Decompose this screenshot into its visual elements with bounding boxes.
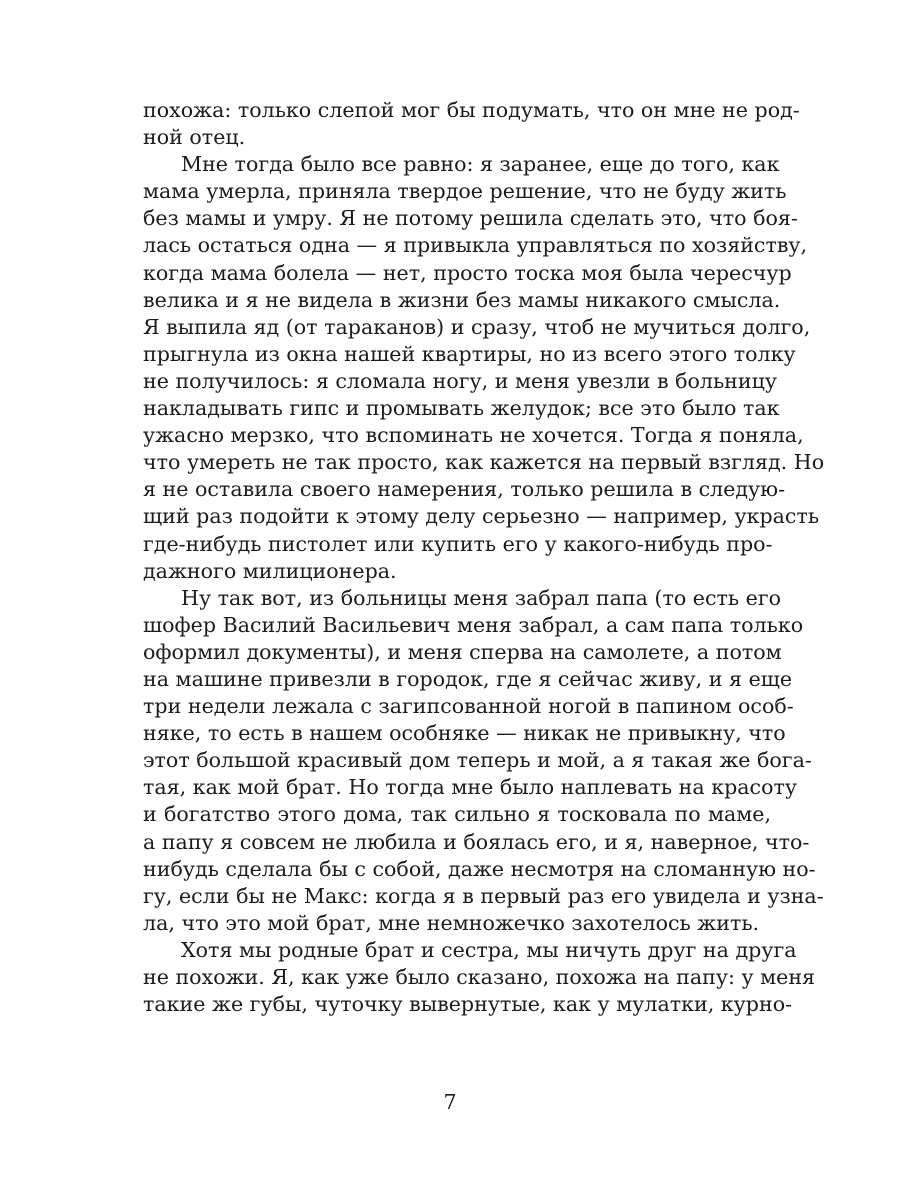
text-line: тая, как мой брат. Но тогда мне было наплевать на красоту bbox=[143, 775, 797, 800]
text-line: прыгнула из окна нашей квартиры, но из всего этого толку bbox=[143, 341, 796, 366]
text-line: где-нибудь пистолет или купить его у какого-нибудь про- bbox=[143, 531, 773, 556]
text-line: а папу я совсем не любила и боялась его, и я, наверное, что- bbox=[143, 829, 810, 854]
text-line: Ну так вот, из больницы меня забрал папа (то есть его bbox=[181, 585, 782, 610]
text-line: что умереть не так просто, как кажется на первый взгляд. Но bbox=[143, 450, 825, 475]
text-line: и богатство этого дома, так сильно я тосковала по маме, bbox=[143, 802, 771, 827]
text-line: когда мама болела — нет, просто тоска моя была чересчур bbox=[143, 260, 792, 285]
text-line: ужасно мерзко, что вспоминать не хочется. Тогда я поняла, bbox=[143, 423, 804, 448]
text-line: лась остаться одна — я привыкла управляться по хозяйству, bbox=[143, 233, 808, 258]
text-line: ной отец. bbox=[143, 125, 246, 150]
text-line: три недели лежала с загипсованной ногой в папином особ- bbox=[143, 694, 794, 719]
body-text bbox=[143, 97, 825, 1018]
text-line: дажного милиционера. bbox=[143, 558, 397, 583]
text-line: накладывать гипс и промывать желудок; все это было так bbox=[143, 396, 780, 421]
text-line: нибудь сделала бы с собой, даже несмотря на сломанную но- bbox=[143, 856, 816, 881]
text-line: без мамы и умру. Я не потому решила сделать это, что боя- bbox=[143, 206, 798, 231]
text-line: щий раз подойти к этому делу серьезно — например, украсть bbox=[143, 504, 820, 529]
text-line: такие же губы, чуточку вывернутые, как у мулатки, курно- bbox=[143, 992, 793, 1017]
text-line: не получилось: я сломала ногу, и меня увезли в больницу bbox=[143, 368, 777, 393]
text-line: на машине привезли в городок, где я сейчас живу, и я еще bbox=[143, 666, 793, 691]
text-line: оформил документы), и меня сперва на самолете, а потом bbox=[143, 639, 782, 664]
page-number: 7 bbox=[443, 1090, 457, 1114]
text-line: мама умерла, приняла твердое решение, что не буду жить bbox=[143, 179, 787, 204]
text-line: велика и я не видела в жизни без мамы никакого смысла. bbox=[143, 287, 781, 312]
text-line: ла, что это мой брат, мне немножечко захотелось жить. bbox=[143, 910, 760, 935]
text-line: Я выпила яд (от тараканов) и сразу, чтоб не мучиться долго, bbox=[143, 314, 811, 339]
paragraph bbox=[143, 937, 816, 1018]
paragraph bbox=[143, 151, 825, 585]
text-line: шофер Василий Васильевич меня забрал, а сам папа только bbox=[143, 612, 804, 637]
paragraph bbox=[143, 97, 800, 151]
text-line: гу, если бы не Макс: когда я в первый раз его увидела и узна- bbox=[143, 883, 824, 908]
text-line: Хотя мы родные брат и сестра, мы ничуть друг на друга bbox=[181, 937, 797, 962]
text-line: похожа: только слепой мог бы подумать, что он мне не род- bbox=[143, 98, 800, 122]
text-line: няке, то есть в нашем особняке — никак не привыкну, что bbox=[143, 721, 786, 746]
paragraph bbox=[143, 585, 824, 937]
text-line: этот большой красивый дом теперь и мой, а я такая же бога- bbox=[143, 748, 812, 773]
text-line: не похожи. Я, как уже было сказано, похожа на папу: у меня bbox=[143, 965, 816, 989]
text-line: я не оставила своего намерения, только решила в следую- bbox=[143, 477, 786, 502]
text-line: Мне тогда было все равно: я заранее, еще до того, как bbox=[181, 152, 780, 177]
